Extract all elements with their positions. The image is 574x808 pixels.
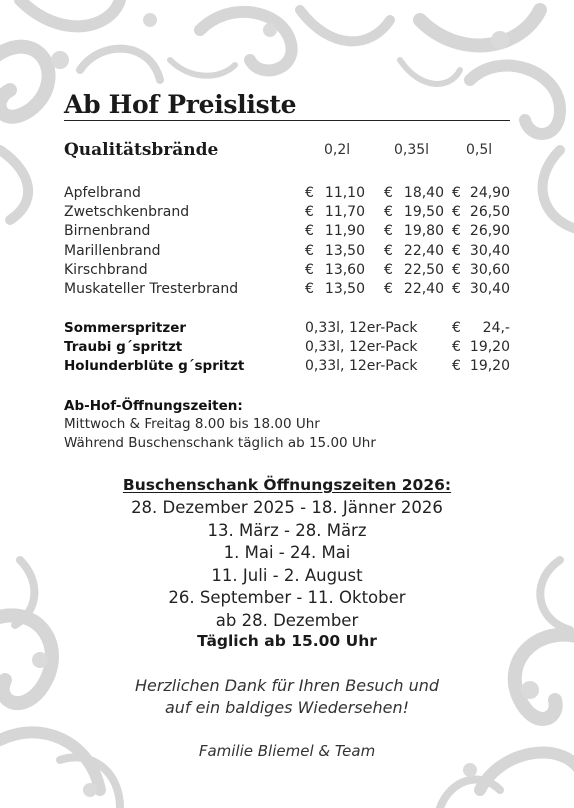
pack-size: 0,33l, 12er-Pack [305,339,418,356]
product-name: Marillenbrand [64,242,161,259]
price-05: € 30,60 [452,261,510,278]
price-list [64,0,510,808]
section-heading-brands: Qualitätsbrände [64,140,219,160]
thank-you-message [64,675,510,719]
date-range: 11. Juli - 2. August [211,565,363,585]
price-02: € 13,50 [305,280,365,297]
product-name: Sommerspritzer [64,320,187,336]
spritzer-table [64,320,510,378]
price-02: € 11,90 [305,223,365,240]
product-name: Apfelbrand [64,185,141,201]
price-05: € 24,90 [452,185,510,201]
price-035: € 22,50 [384,261,444,278]
date-range: 28. Dezember 2025 - 18. Jänner 2026 [131,498,443,517]
pack-price: € 19,20 [452,339,510,356]
table-row [64,185,510,204]
price-02: € 11,10 [305,185,365,201]
date-range: 26. September - 11. Oktober [168,588,406,608]
table-row [64,262,510,281]
product-name: Kirschbrand [64,261,148,278]
opening-hours-line: Mittwoch & Freitag 8.00 bis 18.00 Uhr [64,416,320,432]
price-05: € 30,40 [452,242,510,259]
table-row [64,358,510,377]
table-row [64,223,510,242]
title-divider [64,120,510,121]
price-02: € 13,50 [305,242,365,259]
size-header-02: 0,2l [324,142,351,158]
opening-hours-heading: Ab-Hof-Öffnungszeiten: [64,398,243,414]
price-05: € 26,50 [452,204,510,221]
product-name: Birnenbrand [64,223,151,240]
table-row [64,320,510,339]
price-02: € 13,60 [305,261,365,278]
thank-you-line: auf ein baldiges Wiedersehen! [164,698,409,717]
pack-size: 0,33l, 12er-Pack [305,320,418,336]
pack-price: € 19,20 [452,358,510,375]
buschenschank-heading: Buschenschank Öffnungszeiten 2026: [122,476,452,494]
pack-size: 0,33l, 12er-Pack [305,358,418,375]
product-name: Holunderblüte g´spritzt [64,358,245,375]
date-range: ab 28. Dezember [215,610,359,630]
opening-hours-line: Während Buschenschank täglich ab 15.00 Uhr [64,435,376,451]
signature: Familie Bliemel & Team [198,742,376,760]
price-05: € 30,40 [452,280,510,297]
price-035: € 18,40 [384,185,444,201]
table-row [64,243,510,262]
page-title: Ab Hof Preisliste [64,90,297,119]
price-05: € 26,90 [452,223,510,240]
size-header-05: 0,5l [466,142,493,158]
buschenschank-dates [64,497,510,633]
price-02: € 11,70 [305,204,365,221]
price-035: € 19,50 [384,204,444,221]
price-035: € 22,40 [384,242,444,259]
brands-table [64,185,510,300]
product-name: Zwetschkenbrand [64,204,190,221]
price-035: € 19,80 [384,223,444,240]
product-name: Muskateller Tresterbrand [64,280,239,297]
date-range: 13. März - 28. März [207,520,367,540]
daily-hours: Täglich ab 15.00 Uhr [197,632,377,650]
thank-you-line: Herzlichen Dank für Ihren Besuch und [134,676,440,695]
price-035: € 22,40 [384,280,444,297]
table-row [64,281,510,300]
pack-price: € 24,- [452,320,510,336]
product-name: Traubi g´spritzt [64,339,183,356]
date-range: 1. Mai - 24. Mai [223,543,351,563]
table-row [64,339,510,358]
table-row [64,204,510,223]
size-header-035: 0,35l [394,142,430,158]
